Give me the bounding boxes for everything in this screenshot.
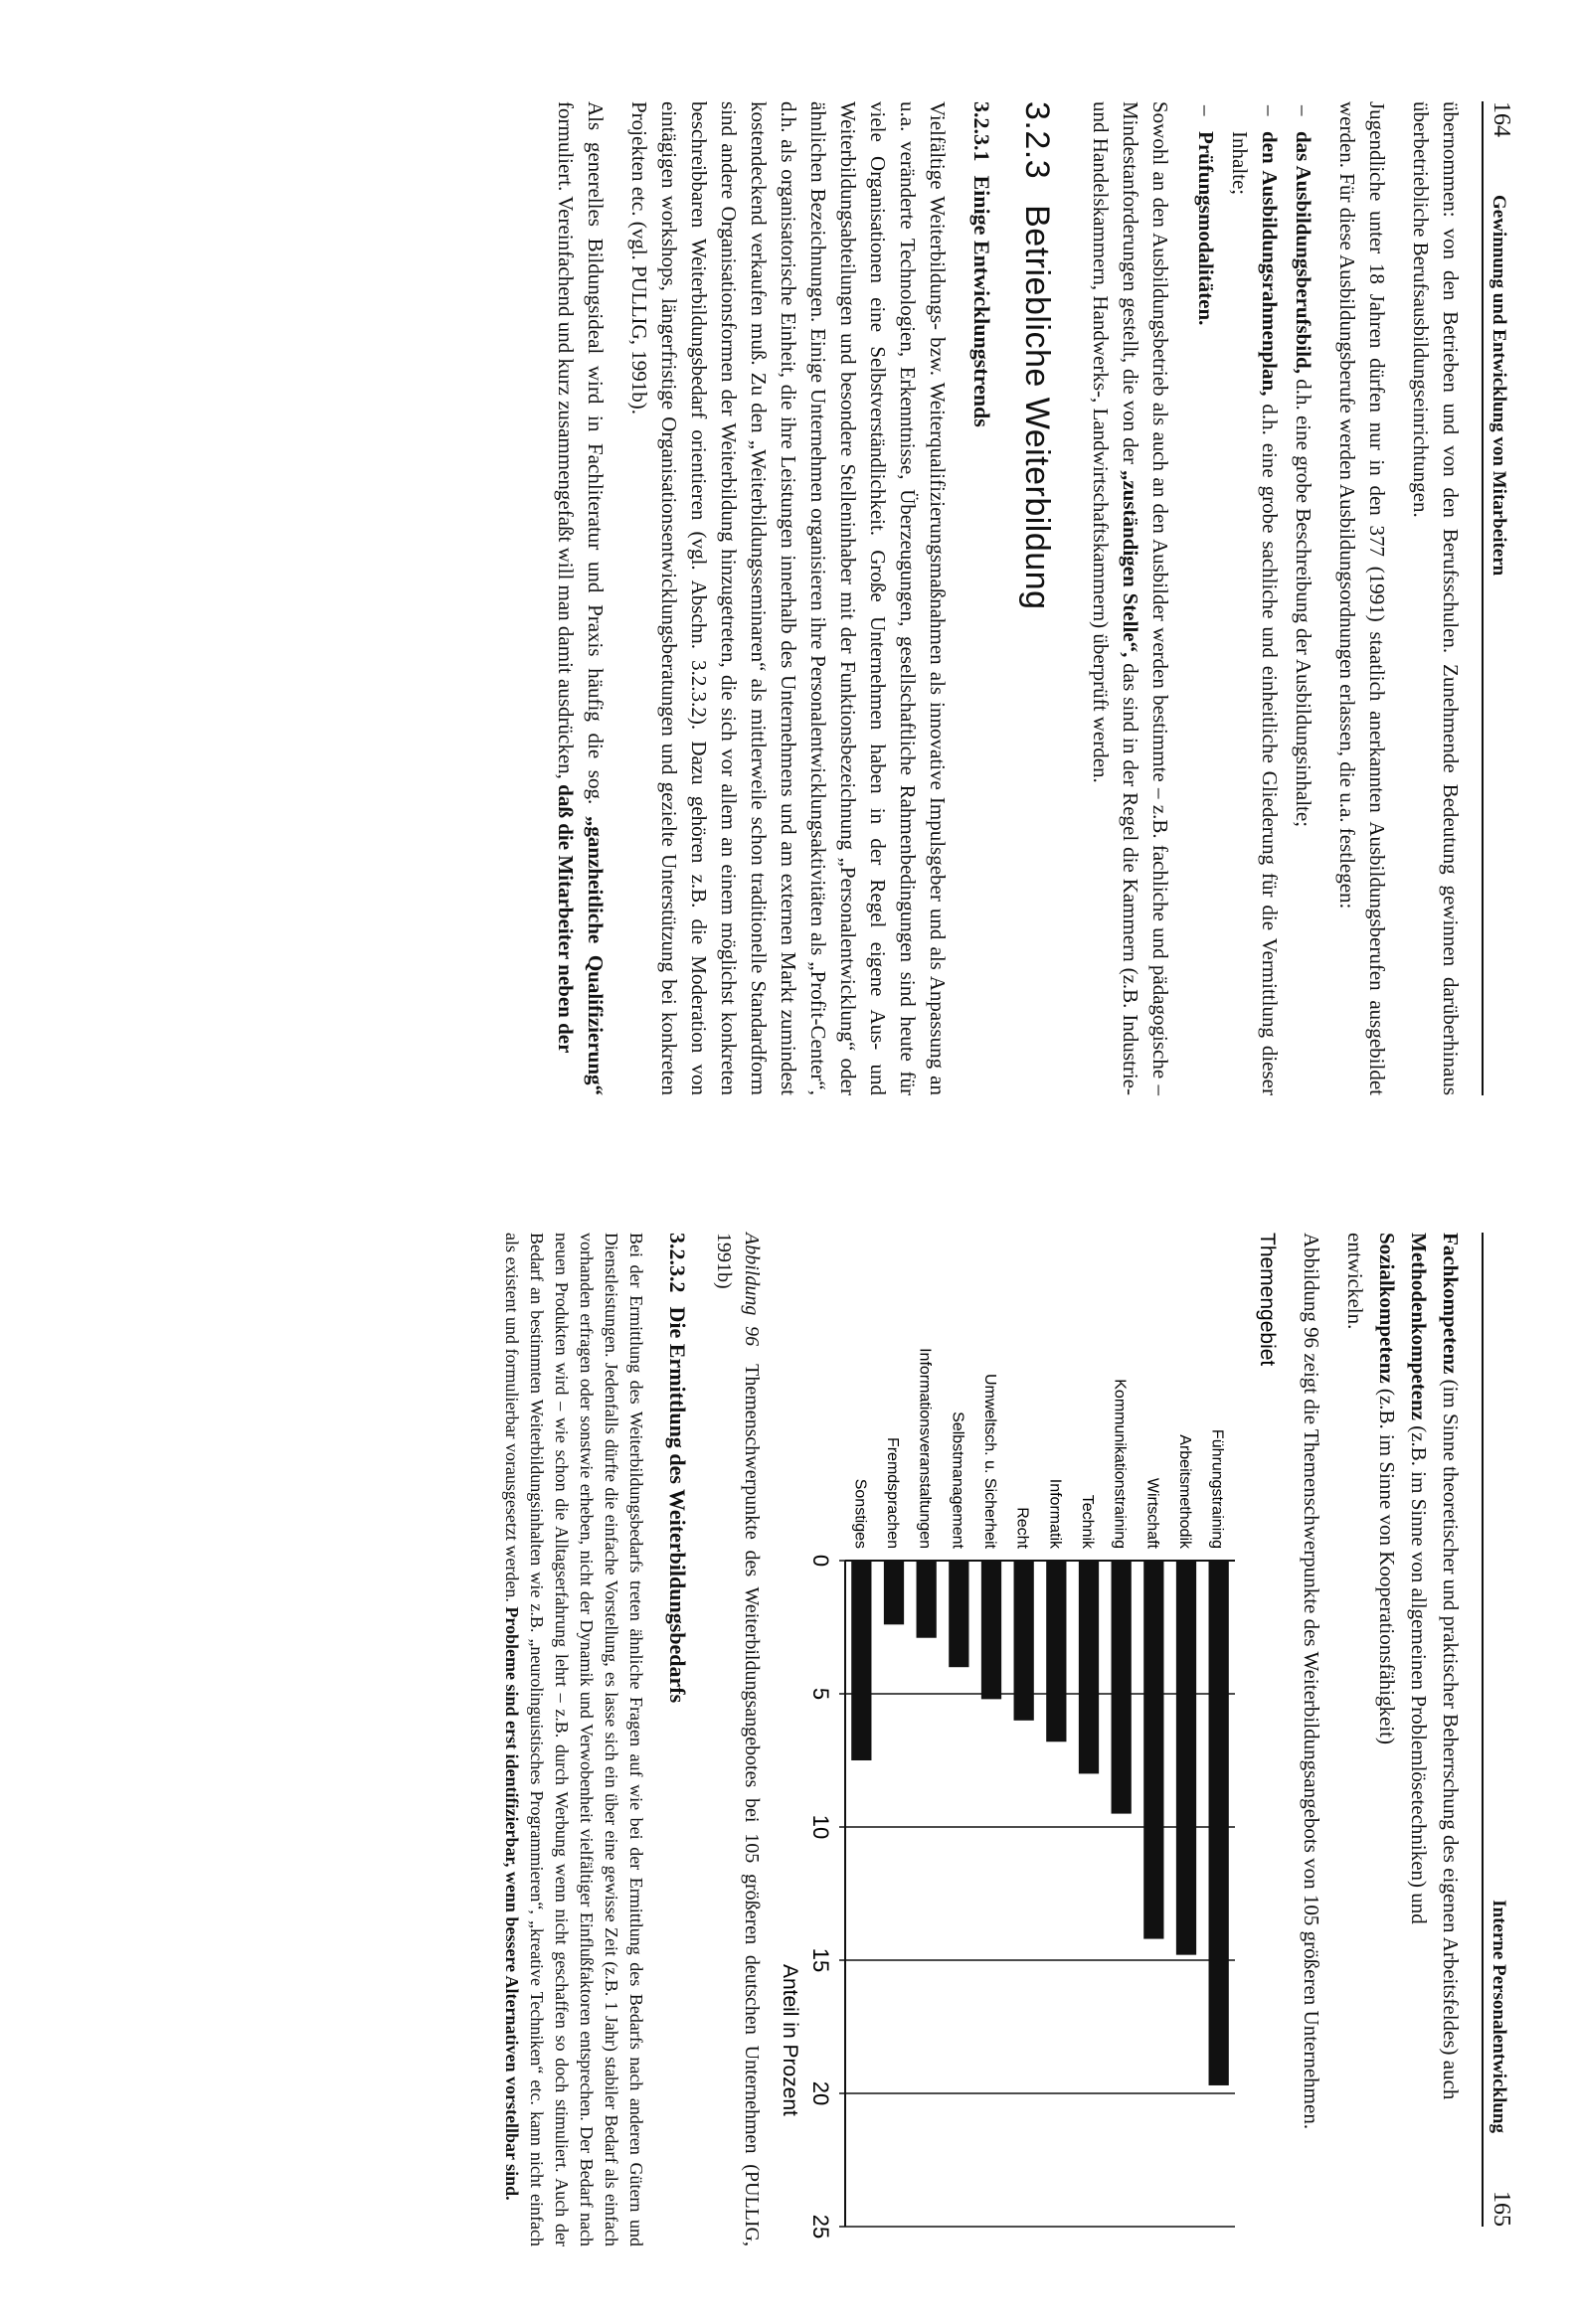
chart-category-label: Recht <box>1013 1507 1031 1549</box>
competence-definitions <box>1340 1233 1466 2246</box>
chart-bar <box>1209 1561 1229 2085</box>
chart-x-tick-label: 0 <box>808 1554 833 1568</box>
left-running-title: Gewinnung und Entwicklung von Mitarbeitern <box>1489 195 1509 577</box>
chart-category-label: Arbeitsmethodik <box>1176 1434 1193 1549</box>
trends-paragraph: Vielfältige Weiterbildungs- bzw. Weiterqualifizierungsmaßnahmen als innovative Impulsgeber und als Anpassung an u.a. veränderte Technologien, Erkenntnisse, Überzeugungen, gesellschaftliche Rahmenbedingungen sind heute für viele Organisationen eine Selbstverständlichkeit. Große Unternehmen haben in der Regel eigene Aus- und Weiterbildungsabteilungen und besondere Stelleninhaber mit der Funktionsbezeichnung „Personalentwicklung“ oder ähnlichen Bezeichnungen. Einige Unternehmen organisieren ihre Personalentwicklungsaktivitäten als „Profit-Center“, d.h. als organisatorische Einheit, die ihre Leistungen innerhalb des Unternehmens und am externen Markt zumindest kostendeckend verkaufen muß. Zu den „Weiterbildungsseminaren“ als mittlerweile schon traditionelle Standardform sind andere Organisationsformen der Weiterbildung hinzugetreten, die sich vor allem an einem möglichst konkreten beschreibbaren Weiterbildungsbedarf orientieren (vgl. Abschn. 3.2.3.2). Dazu gehören z.B. die Moderation von eintägigen workshops, längerfristige Organisationsentwicklungsberatungen und gezielte Unterstützung bei konkreten Projekten etc. (vgl. PULLIG, 1991b). <box>627 101 950 1095</box>
bedarf-paragraph: Bei der Ermittlung des Weiterbildungsbedarfs treten ähnliche Fragen auf wie bei der Ermittlung des Bedarfs nach anderen Gütern und Dienstleistungen. Jedenfalls dürfte die einfache Vorstellung, es lasse sich ein über eine gewisse Zeit (z.B. 1 Jahr) stabiler Bedarf als einfach vorhanden erfragen oder sonstwie erheben, nicht der Dynamik und Verwobenheit vielfältiger Einflußfaktoren entsprechen. Der Bedarf nach neuen Produkten wird – wie schon die Alltagserfahrung lehrt – z.B. durch Werbung wenn nicht geschaffen so doch stimuliert. Auch der Bedarf an bestimmten Weiterbildungsinhalten wie z.B. „neurolinguistisches Programmieren“, „kreative Techniken“ etc. kann nicht einfach als existent und formulierbar vorausgesetzt werden. Probleme sind erst identifizierbar, wenn bessere Alternativen vorstellbar sind. <box>502 1233 646 2246</box>
chart-x-tick-label: 10 <box>808 1814 833 1840</box>
chart-bar <box>949 1561 968 1667</box>
chart-x-tick-label: 15 <box>808 1947 833 1973</box>
right-running-title: Interne Personalentwicklung <box>1489 1900 1509 2133</box>
caption-text: Themenschwerpunkte des Weiterbildungsangebotes bei 105 größeren deutschen Unternehmen (PULLIG, 1991b) <box>713 1233 763 2246</box>
chart-bar <box>1046 1561 1066 1742</box>
right-running-head <box>1482 1233 1577 2227</box>
definition-item: Fachkompetenz (im Sinne theoretischer und praktischer Beherrschung des eigenen Arbeitsfeldes) auch <box>1439 1233 1463 2100</box>
chart-category-label: Technik <box>1079 1494 1096 1549</box>
chart-bar <box>1014 1561 1034 1721</box>
chart-bar <box>981 1561 1001 1699</box>
right-text-column <box>485 1233 1466 2246</box>
list-item: – den Ausbildungsrahmenplan, d.h. eine grobe sachliche und einheitliche Gliederung für die Vermittlung dieser Inhalte; <box>1225 101 1285 1095</box>
subsection-heading-trends: 3.2.3.1Einige Entwicklungstrends <box>969 101 994 427</box>
chart-bar <box>1176 1561 1196 1955</box>
bar-chart <box>766 1233 1283 2246</box>
intro-paragraph: übernommen: von den Betrieben und von den Berufsschulen. Zunehmende Bedeutung gewinnen darüberhinaus überbetriebliche Berufsausbildungseinrichtungen. <box>1409 101 1463 1095</box>
chart-y-axis-label: Themengebiet <box>1256 1233 1279 1367</box>
list-item: – Prüfungsmodalitäten. <box>1191 101 1221 1095</box>
chart-x-tick-label: 20 <box>808 2080 833 2106</box>
left-text-column <box>537 101 1466 1095</box>
right-page <box>0 1173 1577 2324</box>
definition-item: Methodenkompetenz (z.B. im Sinne von allgemeinen Problemlösetechniken) und <box>1407 1233 1431 1924</box>
right-page-number: 165 <box>1489 2191 1514 2227</box>
list-item: – das Ausbildungsberufsbild, d.h. eine grobe Beschreibung der Ausbildungsinhalte; <box>1289 101 1318 1095</box>
chart-bar <box>1143 1561 1163 1939</box>
chart-bar <box>1112 1561 1132 1814</box>
bildungsideal-paragraph: Als generelles Bildungsideal wird in Fachliteratur und Praxis häufig die sog. „ganzheitliche Qualifizierung“ formuliert. Vereinfachend und kurz zusammengefaßt will man damit ausdrücken, daß die Mitarbeiter neben der <box>554 101 608 1096</box>
youth-paragraph: Jugendliche unter 18 Jahren dürfen nur in den 377 (1991) staatlich anerkannten Ausbildungsberufen ausgebildet werden. Für diese Ausbildungsberufe werden Ausbildungsordnungen erlassen, die u.a. festlegen: <box>1335 101 1389 1095</box>
chart-x-tick-label: 5 <box>808 1687 833 1701</box>
section-number: 3.2.3 <box>1018 101 1056 180</box>
left-page-number: 164 <box>1489 101 1514 137</box>
figure-caption <box>710 1233 766 2246</box>
chart-bar <box>1079 1561 1099 1773</box>
chart-category-label: Wirtschaft <box>1143 1477 1161 1549</box>
chart-category-label: Selbstmanagement <box>949 1411 966 1549</box>
chart-category-label: Informatik <box>1046 1478 1064 1549</box>
chart-bar <box>884 1561 904 1624</box>
definition-tail: entwickeln. <box>1343 1233 1367 1330</box>
chart-x-axis-label: Anteil in Prozent <box>779 1963 801 2116</box>
chart-bar <box>917 1561 937 1638</box>
chart-category-label: Umweltsch. u. Sicherheit <box>981 1373 998 1549</box>
section-title: Betriebliche Weiterbildung <box>1018 205 1056 610</box>
chart-category-label: Fremdsprachen <box>884 1436 901 1549</box>
figure-96-chart <box>766 1233 1283 2246</box>
chart-x-tick-label: 25 <box>808 2214 833 2240</box>
subsection-heading-bedarf: 3.2.3.2Die Ermittlung des Weiterbildungsbedarfs <box>665 1233 690 1704</box>
chart-category-label: Kommunikationstraining <box>1111 1379 1129 1549</box>
sowohl-paragraph: Sowohl an den Ausbildungsbetrieb als auch an den Ausbilder werden bestimmte – z.B. fachliche und pädagogische – Mindestanforderungen gestellt, die von der „zuständigen Stelle“, das sind in der Regel die Kammern (z.B. Industrie- und Handelskammern, Handwerks-, Landwirtschaftskammern) überprüft werden. <box>1089 101 1172 1095</box>
left-running-head <box>1482 101 1577 1095</box>
chart-category-label: Führungstraining <box>1208 1428 1226 1549</box>
caption-label: Abbildung 96 <box>741 1233 763 1347</box>
regulation-list <box>1191 101 1318 1095</box>
chart-category-label: Informationsveranstaltungen <box>916 1348 934 1549</box>
chart-category-label: Sonstiges <box>851 1478 869 1549</box>
section-heading <box>1018 101 1056 1095</box>
definition-item: Sozialkompetenz (z.B. im Sinne von Kooperationsfähigkeit) <box>1375 1233 1399 1745</box>
chart-bar <box>851 1561 871 1760</box>
figure-reference-paragraph: Abbildung 96 zeigt die Themenschwerpunkte des Weiterbildungsangebots von 105 größeren Unternehmen. <box>1300 1233 1323 2130</box>
